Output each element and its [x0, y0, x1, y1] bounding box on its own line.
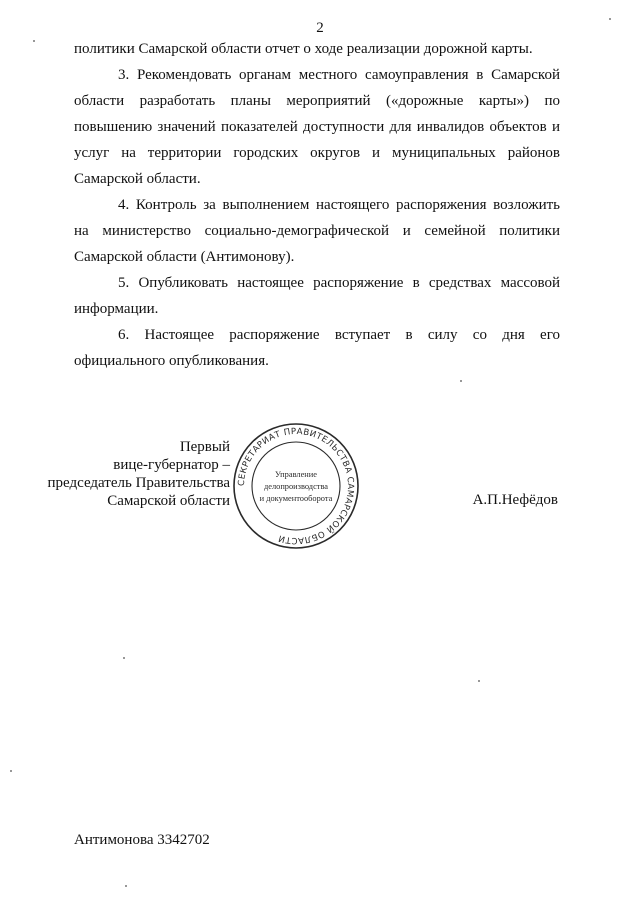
executor-contact: Антимонова 3342702	[74, 832, 210, 848]
document-body	[74, 36, 560, 374]
page-number: 2	[316, 20, 324, 36]
paragraph-item-3: 3. Рекомендовать органам местного самоуправления в Самарской области разработать планы мероприятий («дорожные карты») по повышению значений показателей доступности для инвалидов объектов и услуг на территории городских округов и муниципальных районов Самарской области.	[74, 67, 560, 187]
scan-speck	[460, 380, 462, 382]
paragraph-continuation: политики Самарской области отчет о ходе реализации дорожной карты.	[74, 41, 533, 57]
signatory-title-line: Самарской области	[107, 493, 230, 509]
seal-center-line: и документооборота	[259, 494, 333, 503]
seal-center-line: делопроизводства	[263, 482, 329, 491]
signatory-title	[40, 438, 230, 510]
scan-speck	[10, 770, 12, 772]
seal-center-line: Управление	[274, 470, 318, 479]
official-seal-stamp	[232, 422, 360, 550]
scan-speck	[33, 40, 35, 42]
signatory-title-line: вице-губернатор –	[113, 457, 230, 473]
scan-speck	[125, 885, 127, 887]
signatory-name: А.П.Нефёдов	[472, 492, 558, 508]
scan-speck	[609, 18, 611, 20]
scan-speck	[123, 657, 125, 659]
signatory-title-line: Первый	[179, 439, 230, 455]
paragraph-item-6: 6. Настоящее распоряжение вступает в силу со дня его официального опубликования.	[74, 327, 560, 369]
paragraph-item-4: 4. Контроль за выполнением настоящего распоряжения возложить на министерство социально-демографической и семейной политики Самарской области (Антимонову).	[74, 197, 560, 265]
scan-speck	[478, 680, 480, 682]
paragraph-item-5: 5. Опубликовать настоящее распоряжение в средствах массовой информации.	[74, 275, 560, 317]
signatory-title-line: председатель Правительства	[47, 475, 230, 491]
seal-ring-text: СЕКРЕТАРИАТ ПРАВИТЕЛЬСТВА САМАРСКОЙ ОБЛАСТИ	[236, 426, 356, 546]
